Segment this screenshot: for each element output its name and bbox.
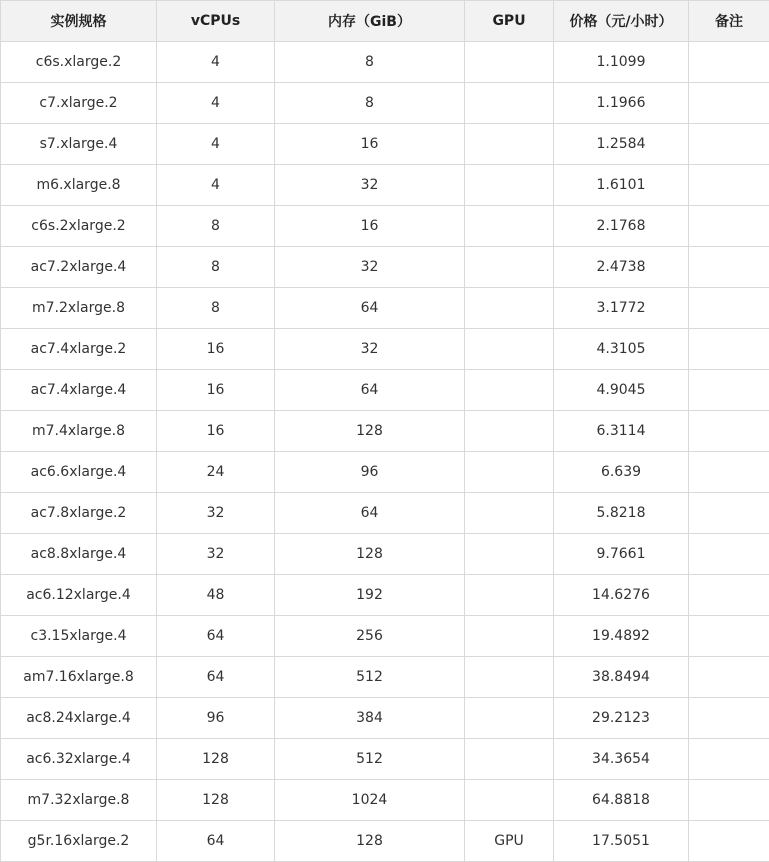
table-row	[1, 739, 769, 780]
table-row	[1, 83, 769, 124]
cell-gpu	[465, 165, 554, 206]
cell-vcpus: 64	[157, 616, 275, 657]
cell-notes	[689, 739, 769, 780]
cell-gpu	[465, 83, 554, 124]
cell-gpu	[465, 452, 554, 493]
table-row	[1, 124, 769, 165]
cell-notes	[689, 616, 769, 657]
cell-memory: 16	[275, 124, 465, 165]
cell-notes	[689, 329, 769, 370]
cell-price: 38.8494	[554, 657, 689, 698]
cell-vcpus: 96	[157, 698, 275, 739]
cell-vcpus: 4	[157, 83, 275, 124]
header-row	[1, 1, 769, 42]
cell-notes	[689, 42, 769, 83]
table-row	[1, 165, 769, 206]
table-row	[1, 698, 769, 739]
table-row	[1, 657, 769, 698]
header-price: 价格（元/小时）	[554, 1, 689, 42]
cell-gpu	[465, 329, 554, 370]
cell-gpu	[465, 575, 554, 616]
cell-instance-spec: ac8.8xlarge.4	[1, 534, 157, 575]
cell-gpu	[465, 124, 554, 165]
cell-vcpus: 16	[157, 370, 275, 411]
table-row	[1, 452, 769, 493]
cell-instance-spec: c7.xlarge.2	[1, 83, 157, 124]
cell-memory: 384	[275, 698, 465, 739]
cell-notes	[689, 534, 769, 575]
cell-instance-spec: m6.xlarge.8	[1, 165, 157, 206]
cell-vcpus: 64	[157, 821, 275, 862]
cell-price: 4.3105	[554, 329, 689, 370]
header-vcpus: vCPUs	[157, 1, 275, 42]
cell-gpu	[465, 780, 554, 821]
table-row	[1, 288, 769, 329]
cell-vcpus: 8	[157, 247, 275, 288]
cell-price: 9.7661	[554, 534, 689, 575]
cell-instance-spec: g5r.16xlarge.2	[1, 821, 157, 862]
cell-vcpus: 8	[157, 288, 275, 329]
table-row	[1, 206, 769, 247]
cell-price: 29.2123	[554, 698, 689, 739]
cell-price: 6.3114	[554, 411, 689, 452]
cell-gpu	[465, 370, 554, 411]
cell-memory: 1024	[275, 780, 465, 821]
cell-memory: 128	[275, 821, 465, 862]
cell-notes	[689, 247, 769, 288]
cell-instance-spec: am7.16xlarge.8	[1, 657, 157, 698]
cell-notes	[689, 452, 769, 493]
cell-memory: 8	[275, 83, 465, 124]
table-row	[1, 616, 769, 657]
cell-memory: 64	[275, 288, 465, 329]
cell-instance-spec: ac6.32xlarge.4	[1, 739, 157, 780]
cell-instance-spec: s7.xlarge.4	[1, 124, 157, 165]
cell-vcpus: 48	[157, 575, 275, 616]
cell-memory: 32	[275, 329, 465, 370]
cell-memory: 128	[275, 411, 465, 452]
cell-vcpus: 32	[157, 493, 275, 534]
cell-instance-spec: ac6.6xlarge.4	[1, 452, 157, 493]
table-body	[1, 42, 769, 862]
cell-instance-spec: ac6.12xlarge.4	[1, 575, 157, 616]
cell-gpu	[465, 657, 554, 698]
cell-notes	[689, 206, 769, 247]
cell-gpu	[465, 288, 554, 329]
cell-price: 4.9045	[554, 370, 689, 411]
cell-price: 5.8218	[554, 493, 689, 534]
cell-gpu	[465, 42, 554, 83]
cell-vcpus: 16	[157, 329, 275, 370]
cell-instance-spec: c6s.2xlarge.2	[1, 206, 157, 247]
cell-gpu: GPU	[465, 821, 554, 862]
cell-memory: 192	[275, 575, 465, 616]
cell-notes	[689, 411, 769, 452]
cell-memory: 64	[275, 370, 465, 411]
cell-price: 14.6276	[554, 575, 689, 616]
cell-price: 2.4738	[554, 247, 689, 288]
cell-memory: 8	[275, 42, 465, 83]
cell-price: 1.6101	[554, 165, 689, 206]
table-row	[1, 247, 769, 288]
cell-vcpus: 16	[157, 411, 275, 452]
cell-price: 1.1099	[554, 42, 689, 83]
cell-gpu	[465, 698, 554, 739]
cell-instance-spec: ac7.8xlarge.2	[1, 493, 157, 534]
cell-notes	[689, 288, 769, 329]
header-notes: 备注	[689, 1, 769, 42]
table-row	[1, 780, 769, 821]
cell-price: 34.3654	[554, 739, 689, 780]
cell-instance-spec: m7.2xlarge.8	[1, 288, 157, 329]
cell-memory: 512	[275, 739, 465, 780]
cell-vcpus: 128	[157, 739, 275, 780]
cell-gpu	[465, 739, 554, 780]
header-memory: 内存（GiB）	[275, 1, 465, 42]
cell-memory: 64	[275, 493, 465, 534]
cell-instance-spec: m7.32xlarge.8	[1, 780, 157, 821]
table-row	[1, 329, 769, 370]
cell-notes	[689, 370, 769, 411]
table-header	[1, 1, 769, 42]
cell-instance-spec: c6s.xlarge.2	[1, 42, 157, 83]
cell-notes	[689, 124, 769, 165]
cell-instance-spec: ac7.4xlarge.4	[1, 370, 157, 411]
cell-price: 6.639	[554, 452, 689, 493]
cell-instance-spec: ac7.2xlarge.4	[1, 247, 157, 288]
cell-memory: 32	[275, 165, 465, 206]
cell-notes	[689, 83, 769, 124]
cell-memory: 512	[275, 657, 465, 698]
table-row	[1, 42, 769, 83]
cell-notes	[689, 657, 769, 698]
cell-vcpus: 64	[157, 657, 275, 698]
cell-instance-spec: ac8.24xlarge.4	[1, 698, 157, 739]
cell-memory: 96	[275, 452, 465, 493]
cell-gpu	[465, 411, 554, 452]
table-row	[1, 534, 769, 575]
table-row	[1, 575, 769, 616]
cell-notes	[689, 821, 769, 862]
cell-notes	[689, 780, 769, 821]
table-row	[1, 370, 769, 411]
cell-instance-spec: ac7.4xlarge.2	[1, 329, 157, 370]
table-row	[1, 493, 769, 534]
table-row	[1, 411, 769, 452]
cell-price: 2.1768	[554, 206, 689, 247]
cell-notes	[689, 575, 769, 616]
cell-vcpus: 128	[157, 780, 275, 821]
cell-gpu	[465, 247, 554, 288]
header-instance-spec: 实例规格	[1, 1, 157, 42]
cell-vcpus: 4	[157, 124, 275, 165]
table-row	[1, 821, 769, 862]
cell-memory: 128	[275, 534, 465, 575]
cell-price: 1.1966	[554, 83, 689, 124]
cell-memory: 256	[275, 616, 465, 657]
cell-notes	[689, 493, 769, 534]
cell-memory: 32	[275, 247, 465, 288]
cell-notes	[689, 698, 769, 739]
cell-vcpus: 4	[157, 42, 275, 83]
cell-instance-spec: m7.4xlarge.8	[1, 411, 157, 452]
cell-gpu	[465, 206, 554, 247]
cell-gpu	[465, 534, 554, 575]
header-gpu: GPU	[465, 1, 554, 42]
cell-gpu	[465, 493, 554, 534]
cell-vcpus: 4	[157, 165, 275, 206]
cell-vcpus: 32	[157, 534, 275, 575]
cell-notes	[689, 165, 769, 206]
cell-instance-spec: c3.15xlarge.4	[1, 616, 157, 657]
cell-vcpus: 8	[157, 206, 275, 247]
cell-price: 1.2584	[554, 124, 689, 165]
cell-gpu	[465, 616, 554, 657]
cell-vcpus: 24	[157, 452, 275, 493]
cell-price: 19.4892	[554, 616, 689, 657]
cell-price: 17.5051	[554, 821, 689, 862]
cell-memory: 16	[275, 206, 465, 247]
cell-price: 64.8818	[554, 780, 689, 821]
cell-price: 3.1772	[554, 288, 689, 329]
